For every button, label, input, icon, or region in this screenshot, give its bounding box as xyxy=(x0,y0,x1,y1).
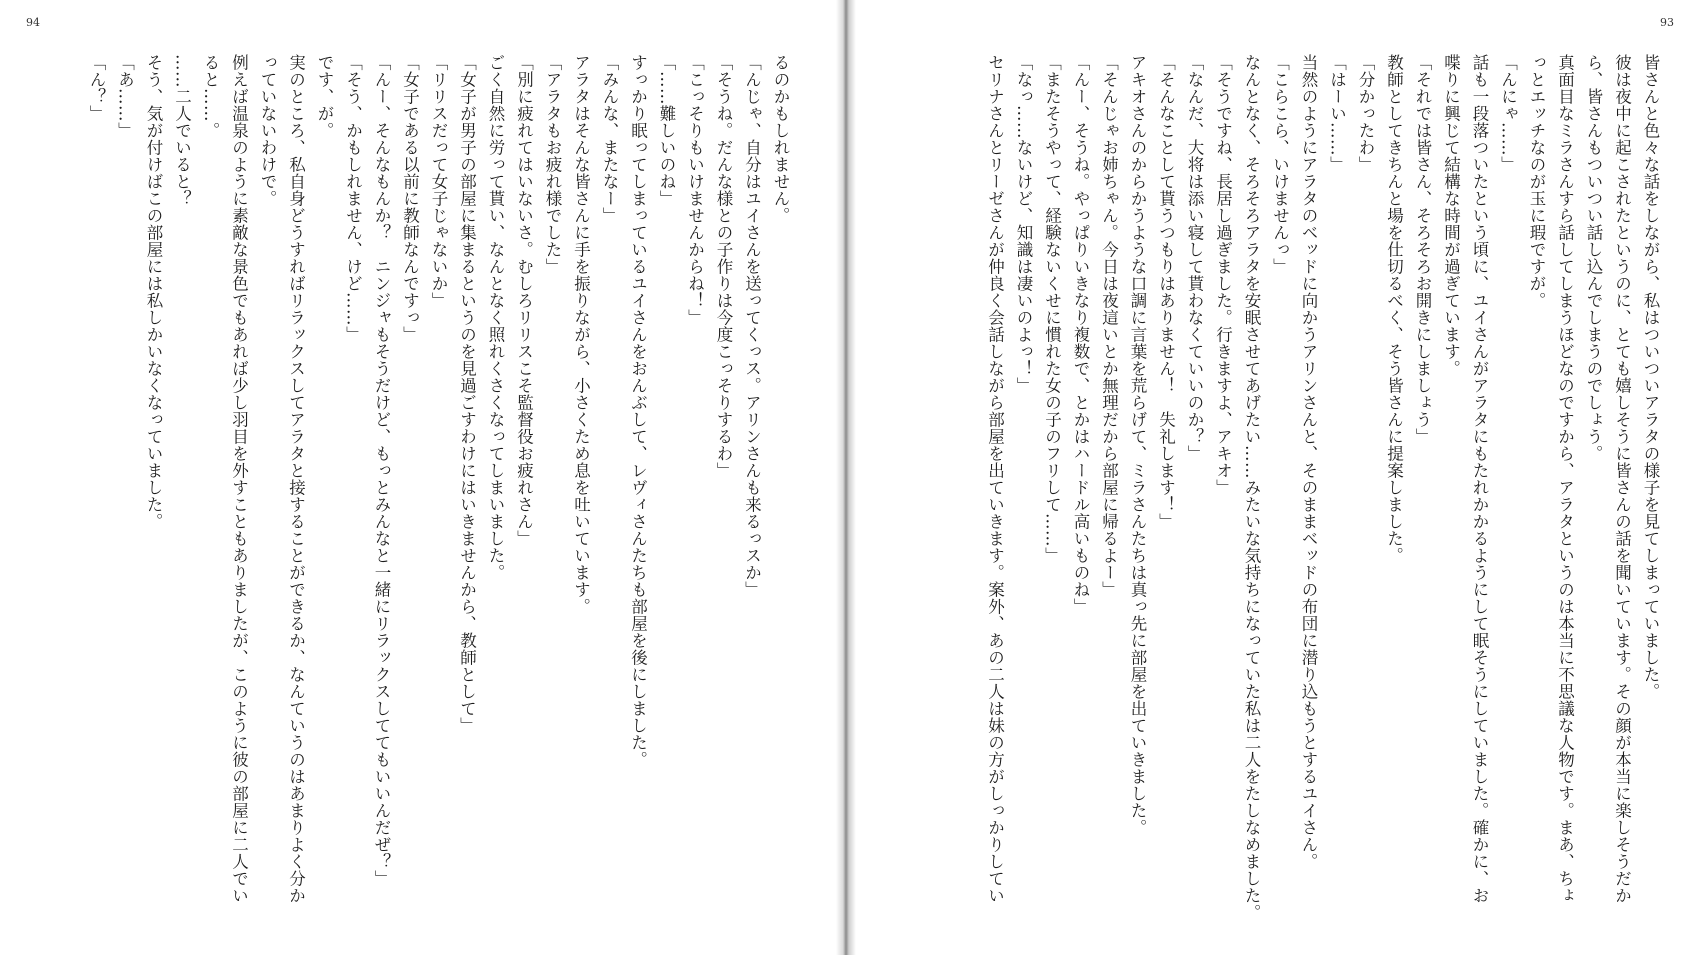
left-page-body-text xyxy=(87,54,794,904)
text-line: セリナさんとリーゼさんが仲良く会話しながら部屋を出ていきます。案外、あの二人は妹の方がしっかりしてい xyxy=(985,54,1005,904)
text-line: 「んー、そうね。やっぱりいきなり複数で、とかはハードル高いものね」 xyxy=(1071,54,1090,615)
right-page xyxy=(856,0,1700,955)
text-line: 「それでは皆さん、そろそろお開きにしましょう」 xyxy=(1413,54,1432,445)
text-line: そう、気が付けばこの部屋には私しかいなくなっていました。 xyxy=(144,54,163,530)
text-line: 「んじゃ、自分はユイさんを送ってくっス。アリンさんも来るっスか」 xyxy=(742,54,762,598)
text-line: 実のところ、私自身どうすればリラックスしてアラタと接することができるか、なんていうのはあまりよく分か xyxy=(286,54,306,904)
text-line: 「こらこら、いけませんっ」 xyxy=(1270,54,1290,275)
text-line: ると……。 xyxy=(201,54,220,139)
text-line: 例えば温泉のように素敵な景色でもあれば少し羽目を外すこともありましたが、このように彼の部屋に二人でい xyxy=(229,54,249,904)
text-line: アラタはそんな皆さんに手を振りながら、小さくため息を吐いています。 xyxy=(571,54,591,615)
text-line: 「んー、そんなもんか？ ニンジャもそうだけど、もっとみんなと一緒にリラックスしててもいいんだぜ？」 xyxy=(372,54,391,887)
text-line: 「リリスだって女子じゃないか」 xyxy=(429,54,448,309)
text-line: アキオさんのからかうような口調に言葉を荒らげて、ミラさんたちは真っ先に部屋を出ていきました。 xyxy=(1128,54,1147,836)
text-line: 「女子である以前に教師なんですっ」 xyxy=(400,54,420,343)
text-line: っていないわけで。 xyxy=(258,54,277,207)
text-line: ら、皆さんもついつい話し込んでしまうのでしょう。 xyxy=(1584,54,1603,462)
left-page xyxy=(0,0,836,955)
text-line: 「そう、かもしれません、けど……」 xyxy=(343,54,363,343)
text-line: 彼は夜中に起こされたというのに、とても嬉しそうに皆さんの話を聞いています。その顔が本当に楽しそうだか xyxy=(1612,54,1632,904)
text-line: 「アラタもお疲れ様でした」 xyxy=(543,54,562,275)
text-line: 「そんじゃお姉ちゃん。今日は夜這いとか無理だから部屋に帰るよー」 xyxy=(1099,54,1119,598)
text-line: ごく自然に労って貰い、なんとなく照れくさくなってしまいました。 xyxy=(486,54,505,581)
text-line: 「こっそりもいけませんからね！」 xyxy=(685,54,705,326)
text-line: 「ん？」 xyxy=(87,54,106,122)
text-line: ……二人でいると？ xyxy=(172,54,192,207)
text-line: 「んにゃ……」 xyxy=(1498,54,1518,173)
page-number-right: 93 xyxy=(1660,16,1674,29)
text-line: 「分かったわ」 xyxy=(1356,54,1375,173)
text-line: 「あ……」 xyxy=(115,54,135,139)
text-line: 皆さんと色々な話をしながら、私はついついアラタの様子を見てしまっていました。 xyxy=(1641,54,1660,700)
text-line: 「……難しいのね」 xyxy=(657,54,676,207)
text-line: 「なっ……ないけど、知識は凄いのよっ！」 xyxy=(1014,54,1033,394)
text-line: 「またそうやって、経験ないくせに慣れた女の子のフリして……」 xyxy=(1042,54,1062,564)
text-line: るのかもしれません。 xyxy=(771,54,790,224)
text-line: 真面目なミラさんすら話してしまうほどなのですから、アラタというのは本当に不思議な人物です。まあ、ちょ xyxy=(1555,54,1575,904)
text-line: っとエッチなのが玉に瑕ですが。 xyxy=(1527,54,1546,309)
text-line: 「そんなことして貰うつもりはありません！ 失礼します！」 xyxy=(1156,54,1176,530)
text-line: 「はーい……」 xyxy=(1327,54,1347,173)
text-line: 「なんだ、大将は添い寝して貰わなくていいのか？」 xyxy=(1185,54,1204,462)
text-line: 「そうですね、長居し過ぎました。行きますよ、アキオ」 xyxy=(1213,54,1233,496)
text-line: 「そうね。だんな様との子作りは今度こっそりするわ」 xyxy=(714,54,733,479)
text-line: 教師としてきちんと場を仕切るべく、そう皆さんに提案しました。 xyxy=(1384,54,1404,564)
page-number-left: 94 xyxy=(26,16,40,29)
text-line: なんとなく、そろそろアラタを安眠させてあげたい……みたいな気持ちになっていた私は二人をたしなめました。 xyxy=(1242,54,1261,921)
text-line: 「女子が男子の部屋に集まるというのを見過ごすわけにはいきませんから、教師として」 xyxy=(457,54,477,734)
book-gutter xyxy=(836,0,856,955)
text-line: です、が。 xyxy=(315,54,334,139)
text-line: すっかり眠ってしまっているユイさんをおんぶして、レヴィさんたちも部屋を後にしました。 xyxy=(628,54,648,768)
text-line: 当然のようにアラタのベッドに向かうアリンさんと、そのままベッドの布団に潜り込もうとするユイさん。 xyxy=(1299,54,1318,870)
text-line: 喋りに興じて結構な時間が過ぎています。 xyxy=(1441,54,1461,377)
right-page-body-text xyxy=(964,54,1664,921)
text-line: 話も一段落ついたという頃に、ユイさんがアラタにもたれかかるようにして眠そうにしていました。確かに、お xyxy=(1470,54,1489,904)
text-line: 「別に疲れてはいないさ。むしろリリスこそ監督役お疲れさん」 xyxy=(514,54,534,547)
text-line: 「みんな、またなー」 xyxy=(600,54,619,224)
